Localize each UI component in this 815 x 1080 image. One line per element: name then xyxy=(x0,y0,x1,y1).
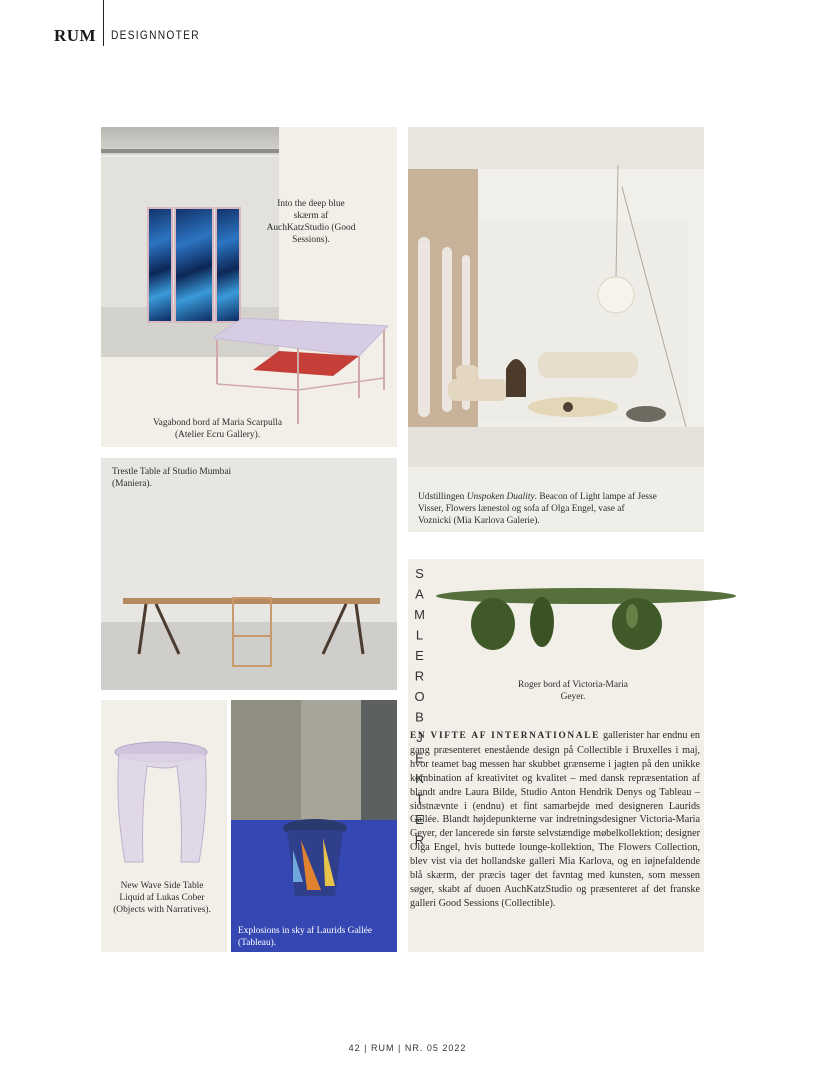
screen-panel-middle xyxy=(174,207,214,323)
screen-caption: Into the deep blue skærm af AuchKatzStudio (Good Sessions). xyxy=(266,199,356,245)
trestle-table-photo xyxy=(101,458,397,690)
magazine-brand: RUM xyxy=(54,26,97,45)
vagabond-caption: Vagabond bord af Maria Scarpulla (Atelier Ecru Gallery). xyxy=(152,418,283,440)
roger-caption: Roger bord af Victoria-Maria Geyer. xyxy=(518,680,628,702)
trestle-caption: Trestle Table af Studio Mumbai (Maniera). xyxy=(112,467,232,489)
article-lead: EN VIFTE AF INTERNATIONALE xyxy=(410,731,601,741)
screen-panel-left xyxy=(147,207,173,323)
article-body xyxy=(410,729,700,911)
explosions-photo xyxy=(231,700,397,952)
section-vertical-heading: SAMLEROBJEKTER xyxy=(412,566,427,853)
section-title: DESIGNNOTER xyxy=(111,28,200,42)
vagabond-table-photo xyxy=(213,318,388,424)
interior-photo xyxy=(408,127,704,532)
explosions-caption: Explosions in sky af Laurids Gallée (Tableau). xyxy=(238,926,373,948)
exhibition-caption: Udstillingen Unspoken Duality. Beacon of Light lampe af Jesse Visser, Flowers lænestol og sofa af Olga Engel, vase af Voznicki (Mia Karlova Galerie). xyxy=(418,492,657,526)
article-text: gallerister har endnu en gang præsenteret enestående design på Collectible i Bruxelles i maj, hvor teamet bag messen har skubbet grænserne i jagten på den unikke kombination af kreativitet og kvalitet – med dansk repræsentation af blandt andre Laura Bilde, Studio Anton Hendrik Denys og Tableau – sidstnævnte i (endnu) et fint samarbejde med designeren Laurids Gallée. Blandt højdepunkterne var indretningsdesigner Victoria-Maria Geyer, der lancerede sin første selvstændige møbelkollektion; designer Olga Engel, hvis buttede lounge-kollektion, The Flowers Collection, blev vist via det hollandske galleri Mia Karlova, og en iøjnefaldende blå skærm, der præcis tager det favntag med kunsten, som messen søger, skabt af duoen AuchKatzStudio og præsenteret af det franske galleri Good Sessions (Collectible). xyxy=(410,730,700,909)
header-divider xyxy=(103,0,104,46)
side-table-photo xyxy=(111,736,211,868)
new-wave-caption: New Wave Side Table Liquid af Lukas Cober (Objects with Narratives). xyxy=(113,881,211,915)
page-footer: 42 | RUM | NR. 05 2022 xyxy=(348,1043,467,1053)
roger-table-photo xyxy=(436,588,740,650)
screen-panel-right xyxy=(215,207,241,323)
